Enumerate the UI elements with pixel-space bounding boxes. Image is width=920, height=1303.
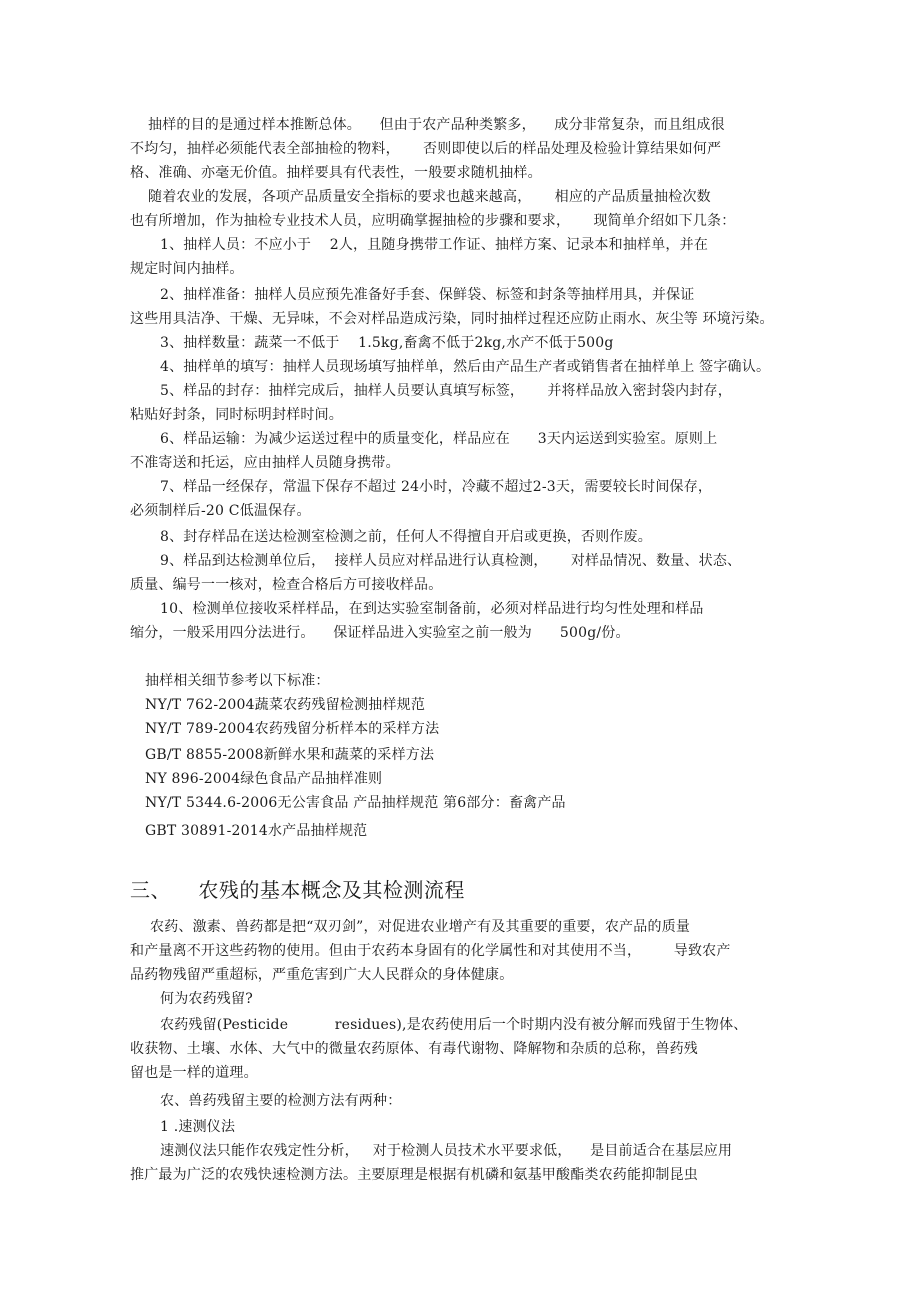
list-item-line: 3、抽样数量：蔬菜一不低于 1.5kg,畜禽不低于2kg,水产不低于500g (160, 335, 614, 351)
paragraph-line: 速测仪法只能作农残定性分析， 对于检测人员技术水平要求低， 是目前适合在基层应用 (160, 1143, 733, 1159)
list-item-line: 6、样品运输：为减少运送过程中的质量变化，样品应在 3天内运送到实验室。原则上 (160, 431, 718, 447)
question-line: 何为农药残留? (160, 991, 253, 1007)
list-item-line: 必须制样后-20 C低温保存。 (130, 503, 311, 519)
paragraph-line: 不均匀，抽样必须能代表全部抽检的物料， 否则即使以后的样品处理及检验计算结果如何严 (130, 141, 722, 157)
paragraph-line: 品药物残留严重超标，严重危害到广大人民群众的身体健康。 (130, 967, 514, 983)
list-item-line: 粘贴好封条，同时标明封样时间。 (130, 407, 343, 423)
list-item-line: 缩分，一般采用四分法进行。 保证样品进入实验室之前一般为 500g/份。 (130, 625, 630, 641)
paragraph-line: 农、兽药残留主要的检测方法有两种： (160, 1093, 402, 1109)
list-item-line: 5、样品的封存：抽样完成后，抽样人员要认真填写标签， 并将样品放入密封袋内封存， (160, 383, 732, 399)
paragraph-line: 农药残留(Pesticide residues),是农药使用后一个时期内没有被分解而残留于生物体、 (160, 1017, 748, 1033)
subsection-heading: 1 .速测仪法 (160, 1119, 236, 1135)
list-item-line: 7、样品一经保存，常温下保存不超过 24小时，冷藏不超过2-3天，需要较长时间保存， (160, 479, 713, 495)
paragraph-line: 留也是一样的道理。 (130, 1065, 258, 1081)
list-item-line: 10、检测单位接收采样样品，在到达实验室制备前，必须对样品进行均匀性处理和样品 (160, 601, 704, 617)
standards-intro: 抽样相关细节参考以下标准： (145, 673, 330, 689)
standard-item: NY/T 5344.6-2006无公害食品 产品抽样规范 第6部分：畜禽产品 (145, 795, 566, 811)
paragraph-line: 推广最为广泛的农残快速检测方法。主要原理是根据有机磷和氨基甲酸酯类农药能抑制昆虫 (130, 1167, 698, 1183)
list-item-line: 不准寄送和托运，应由抽样人员随身携带。 (130, 455, 400, 471)
list-item-line: 质量、编号一一核对，检查合格后方可接收样品。 (130, 577, 443, 593)
paragraph-line: 和产量离不开这些药物的使用。但由于农药本身固有的化学属性和对其使用不当， 导致农产 (130, 943, 731, 959)
section-heading: 三、 农残的基本概念及其检测流程 (130, 878, 465, 902)
list-item-line: 2、抽样准备：抽样人员应预先准备好手套、保鲜袋、标签和封条等抽样用具，并保证 (160, 287, 695, 303)
list-item-line: 规定时间内抽样。 (130, 261, 244, 277)
standard-item: NY 896-2004绿色食品产品抽样准则 (145, 771, 383, 787)
list-item-line: 8、封存样品在送达检测室检测之前，任何人不得擅自开启或更换，否则作废。 (160, 529, 652, 545)
list-item-line: 这些用具洁净、干燥、无异味，不会对样品造成污染，同时抽样过程还应防止雨水、灰尘等 环境污染。 (130, 311, 774, 327)
standard-item: GBT 30891-2014水产品抽样规范 (145, 823, 368, 839)
standard-item: NY/T 789-2004农药残留分析样本的采样方法 (145, 721, 440, 737)
paragraph-line: 也有所增加，作为抽检专业技术人员，应明确掌握抽检的步骤和要求， 现简单介绍如下几条： (130, 213, 736, 229)
standard-item: GB/T 8855-2008新鲜水果和蔬菜的采样方法 (145, 747, 435, 763)
standard-item: NY/T 762-2004蔬菜农药残留检测抽样规范 (145, 697, 426, 713)
paragraph-line: 收获物、土壤、水体、大气中的微量农药原体、有毒代谢物、降解物和杂质的总称，兽药残 (130, 1041, 698, 1057)
paragraph-line: 随着农业的发展，各项产品质量安全指标的要求也越来越高， 相应的产品质量抽检次数 (148, 189, 711, 205)
list-item-line: 9、样品到达检测单位后， 接样人员应对样品进行认真检测， 对样品情况、数量、状态、 (160, 553, 742, 569)
paragraph-line: 农药、激素、兽药都是把“双刃剑”，对促进农业增产有及其重要的重要，农产品的质量 (150, 919, 691, 935)
paragraph-line: 格、准确、亦毫无价值。抽样要具有代表性，一般要求随机抽样。 (130, 165, 542, 181)
paragraph-line: 抽样的目的是通过样本推断总体。 但由于农产品种类繁多， 成分非常复杂，而且组成很 (148, 117, 725, 133)
list-item-line: 1、抽样人员：不应小于 2人，且随身携带工作证、抽样方案、记录本和抽样单，并在 (160, 237, 709, 253)
list-item-line: 4、抽样单的填写：抽样人员现场填写抽样单，然后由产品生产者或销售者在抽样单上 签字确认。 (160, 359, 771, 375)
